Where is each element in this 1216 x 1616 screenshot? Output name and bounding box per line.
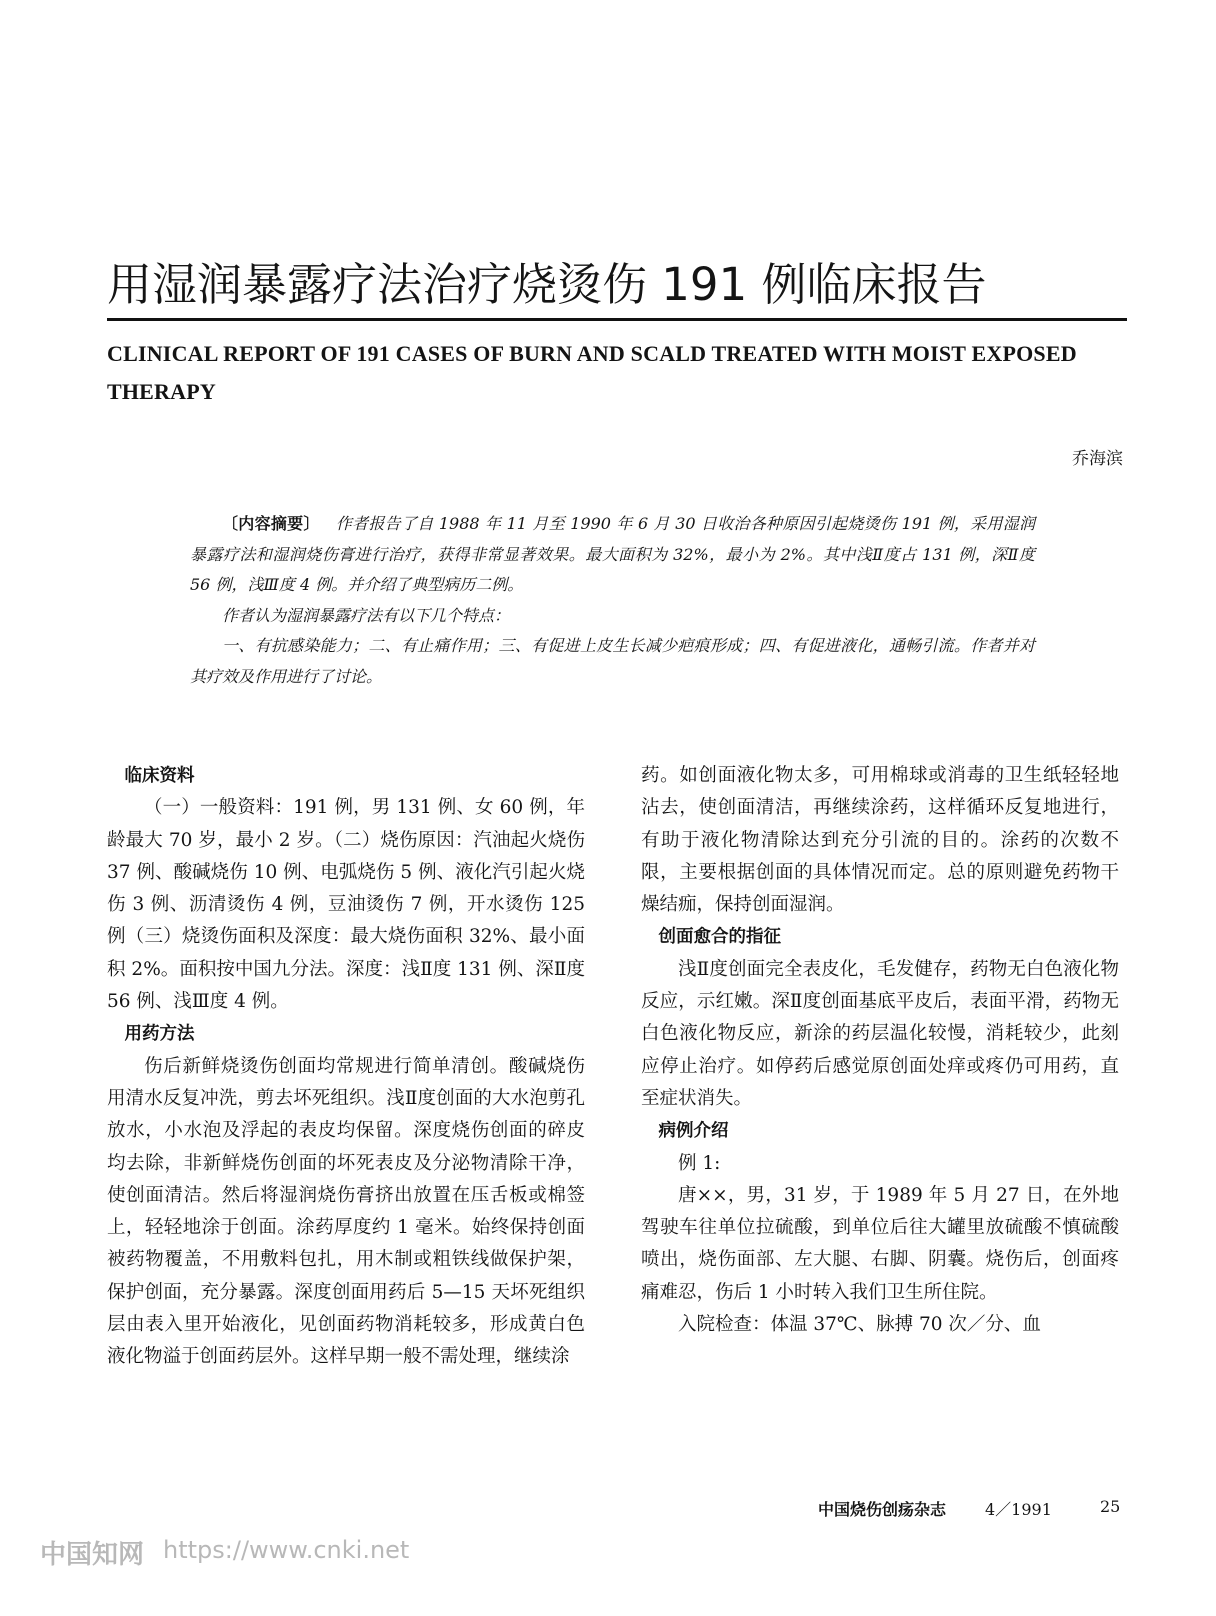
abstract-paragraph-3: 一、有抗感染能力；二、有止痛作用；三、有促进上皮生长减少疤痕形成；四、有促进液化，通畅引流。作者并对其疗效及作用进行了讨论。 (190, 636, 1035, 686)
title-english: CLINICAL REPORT OF 191 CASES OF BURN AND SCALD TREATED WITH MOIST EXPOSED THERAPY (107, 341, 1077, 404)
heading-clinical-data: 临床资料 (124, 766, 195, 786)
title-chinese: 用湿润暴露疗法治疗烧烫伤 191 例临床报告 (107, 258, 987, 311)
cnki-logo: 中国知网 (40, 1540, 145, 1570)
abstract-text-1: 作者报告了自 1988 年 11 月至 1990 年 6 月 30 日收治各种原因引起烧烫伤 191 例，采用湿润暴露疗法和湿润烧伤膏进行治疗，获得非常显著效果。最大面积为 32%，最小为 2%。其中浅Ⅱ度占 131 例，深Ⅱ度 56 例，浅Ⅲ度 4 例。并介绍了典型病历二例。 (190, 514, 1035, 594)
heading-healing-indicators: 创面愈合的指征 (658, 927, 781, 948)
paragraph-medication-method: 伤后新鲜烧烫伤创面均常规进行简单清创。酸碱烧伤用清水反复冲洗，剪去坏死组织。浅Ⅱ度创面的大水泡剪孔放水，小水泡及浮起的表皮均保留。深度烧伤创面的碎皮均去除，非新鲜烧伤创面的坏死表皮及分泌物清除干净，使创面清洁。然后将湿润烧伤膏挤出放置在压舌板或棉签上，轻轻地涂于创面。涂药厚度约 1 毫米。始终保持创面被药物覆盖，不用敷料包扎，用木制或粗铁线做保护架，保护创面，充分暴露。深度创面用药后 5—15 天坏死组织层由表入里开始液化，见创面药物消耗较多，形成黄白色液化物溢于创面药层外。这样早期一般不需处理，继续涂 (107, 1055, 585, 1368)
page-number: 25 (1100, 1497, 1121, 1516)
left-column (107, 760, 585, 1374)
abstract (190, 509, 1035, 692)
journal-issue: 4／1991 (985, 1500, 1052, 1519)
author: 乔海滨 (1072, 449, 1123, 469)
paragraph-admission-exam: 入院检查：体温 37℃、脉搏 70 次／分、血 (678, 1314, 1041, 1336)
title-rule (107, 318, 1127, 321)
paragraph-medication-continued: 药。如创面液化物太多，可用棉球或消毒的卫生纸轻轻地沾去，使创面清洁，再继续涂药，这样循环反复地进行，有助于液化物清除达到充分引流的目的。涂药的次数不限，主要根据创面的具体情况而定。总的原则避免药物干燥结痂，保持创面湿润。 (641, 765, 1119, 916)
heading-medication-method: 用药方法 (124, 1024, 195, 1045)
paragraph-case-label: 例 1: (678, 1152, 721, 1174)
paragraph-general-data: （一）一般资料：191 例，男 131 例、女 60 例，年龄最大 70 岁，最小 2 岁。（二）烧伤原因：汽油起火烧伤 37 例、酸碱烧伤 10 例、电弧烧伤 5 例、液化汽引起火烧伤 3 例、沥清烫伤 4 例，豆油烫伤 7 例，开水烫伤 125 例（三）烧烫伤面积及深度：最大烧伤面积 32%、最小面积 2%。面积按中国九分法。深度：浅Ⅱ度 131 例、深Ⅱ度 56 例、浅Ⅲ度 4 例。 (107, 797, 585, 1013)
paragraph-healing-indicators: 浅Ⅱ度创面完全表皮化，毛发健存，药物无白色液化物反应，示红嫩。深Ⅱ度创面基底平皮后，表面平滑，药物无白色液化物反应，新涂的药层温化较慢，消耗较少，此刻应停止治疗。如停药后感觉原创面处痒或疼仍可用药，直至症状消失。 (641, 958, 1119, 1109)
heading-case-introduction: 病例介绍 (658, 1121, 729, 1142)
cnki-url[interactable]: https://www.cnki.net (163, 1536, 410, 1564)
abstract-paragraph-2: 作者认为湿润暴露疗法有以下几个特点： (222, 605, 511, 625)
right-column (641, 760, 1119, 1341)
abstract-paragraph-1 (190, 509, 1035, 601)
paragraph-case-1: 唐××，男，31 岁，于 1989 年 5 月 27 日，在外地驾驶车往单位拉硫酸，到单位后往大罐里放硫酸不慎硫酸喷出，烧伤面部、左大腿、右脚、阴囊。烧伤后，创面疼痛难忍，伤后 1 小时转入我们卫生所住院。 (641, 1184, 1119, 1303)
abstract-label: 〔内容摘要〕 (222, 514, 320, 533)
journal-name: 中国烧伤创疡杂志 (818, 1500, 947, 1519)
